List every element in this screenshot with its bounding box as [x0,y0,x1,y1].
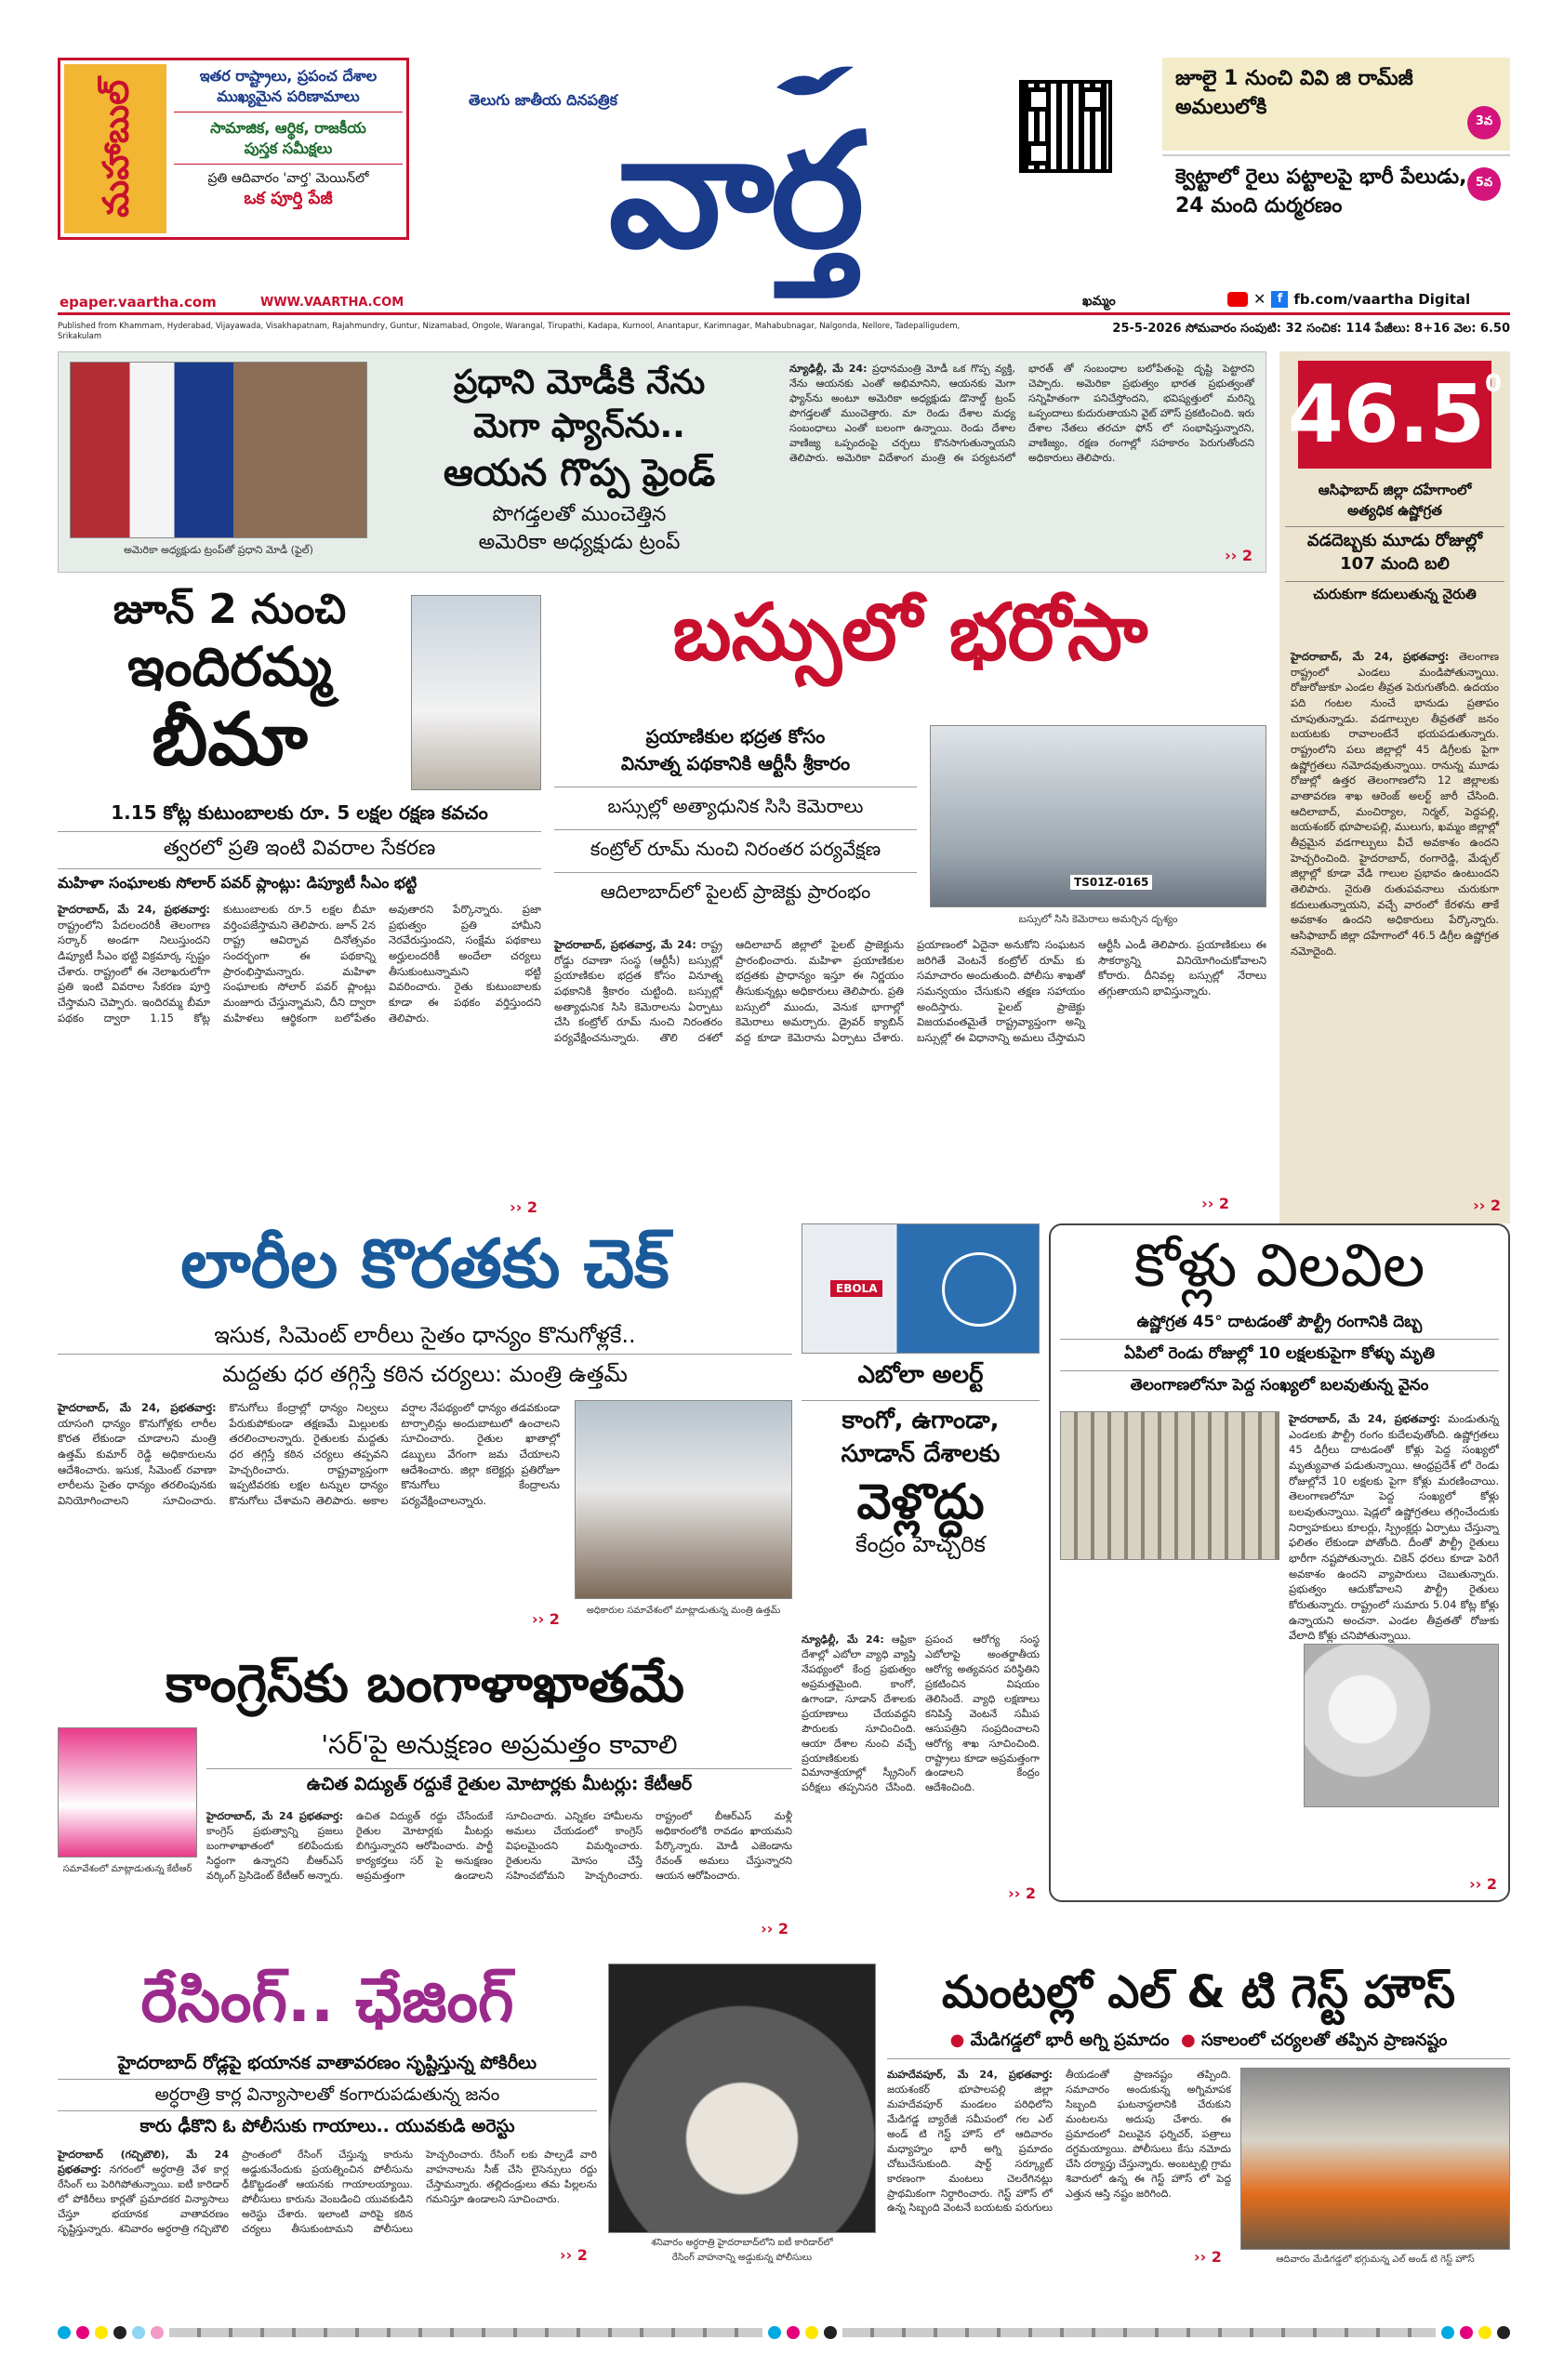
heat-headline-4: 107 మంది బలి [1340,554,1450,574]
story-poultry[interactable] [1049,1223,1510,1902]
poultry-headline: కోళ్లు విలవిల [1133,1232,1425,1301]
lorry-sub-2: మద్దతు ధర తగ్గిస్తే కఠిన చర్యలు: మంత్రి ఉత్తమ్ [222,1361,628,1387]
poultry-dateline: హైదరాబాద్, మే 24, ప్రభతవార్త: [1289,1412,1440,1425]
who-logo-icon [942,1252,1016,1327]
promo-line: ప్రతి ఆదివారం 'వార్త' మెయిన్‌లో [207,171,369,187]
fire-guesthouse-photo [1240,2068,1510,2250]
bus-sub-4: కంట్రోల్ రూమ్ నుంచి నిరంతర పర్యవేక్షణ [590,838,881,860]
ebola-headline-1: ఎబోలా అలర్ట్ [857,1361,984,1389]
story-racing[interactable] [58,1964,876,2270]
ebola-body [802,1633,1040,1889]
story-lorry[interactable] [58,1223,792,1633]
bima-subhead-1: 1.15 కోట్ల కుటుంబాలకు రూ. 5 లక్షల రక్షణ కవచం [111,801,488,824]
masthead [0,0,1564,353]
promo-box[interactable] [58,58,409,240]
lorry-headline: లారీల కొరతకు చెక్ [180,1224,669,1302]
heat-headline-1: ఆసిఫాబాద్ జిల్లా దహేగాంలో [1318,482,1472,498]
lorry-body-text: యాసంగి ధాన్యం కొనుగోళ్లకు లారీల కొరత లేకుండా చూడాలని మంత్రి ఉత్తమ్ కుమార్ రెడ్డి అధికారులను ఆదేశించారు. ఇసుక, సిమెంట్ రవాణా లారీలను సైతం ధాన్యం తరలింపునకు వినియోగించాలని సూచించారు. కొనుగోలు కేంద్రాల్లో ధాన్యం నిల్వలు పేరుకుపోకుండా తక్షణమే మిల్లులకు తరలించాలన్నారు. రైతులకు మద్దతు ధర తగ్గిస్తే కఠిన చర్యలు తప్పవని హెచ్చరించారు. రాష్ట్రవ్యాప్తంగా ఇప్పటివరకు లక్షల టన్నుల ధాన్యం కొనుగోలు చేశామని తెలిపారు. అకాల వర్షాల నేపథ్యంలో ధాన్యం తడవకుండా టార్పాలిన్లు అందుబాటులో ఉంచాలని సూచించారు. రైతుల ఖాతాల్లో డబ్బులు వేగంగా జమ చేయాలని ఆదేశించారు. జిల్లా కలెక్టర్లు ప్రతిరోజూ కొనుగోలు కేంద్రాలను పర్యవేక్షించాలన్నారు. [58,1401,560,1508]
ebola-headline-5: కేంద్రం హెచ్చరిక [855,1531,986,1558]
continued-arrow[interactable]: ›› 2 [1194,2248,1222,2266]
website-link[interactable]: WWW.VAARTHA.COM [260,296,404,310]
bus-body-text: రాష్ట్ర రోడ్డు రవాణా సంస్థ (ఆర్టీసీ) బస్సుల్లో ప్రయాణికుల భద్రత కోసం వినూత్న పథకానికి శ్రీకారం చుట్టింది. బస్సుల్లో అత్యాధునిక సిసి కెమెరాలను ఏర్పాటు చేసి కంట్రోల్ రూమ్ నుంచి నిరంతరం పర్యవేక్షించనున్నారు. తొలి దశలో ఆదిలాబాద్ జిల్లాలో పైలట్ ప్రాజెక్టును ప్రారంభించారు. మహిళా ప్రయాణికుల భద్రతకు ప్రాధాన్యం ఇస్తూ ఈ నిర్ణయం తీసుకున్నట్లు అధికారులు తెలిపారు. ప్రతి బస్సులో ముందు, వెనుక భాగాల్లో కెమెరాలు అమర్చారు. డ్రైవర్ క్యాబిన్ వద్ద కూడా కెమెరాను ఏర్పాటు చేశారు. ప్రయాణంలో ఏదైనా అనుకోని సంఘటన జరిగితే వెంటనే కంట్రోల్ రూమ్ కు సమాచారం అందుతుంది. పోలీసు శాఖతో సమన్వయం చేసుకుని తక్షణ సహాయం అందిస్తారు. పైలట్ ప్రాజెక్టు విజయవంతమైతే రాష్ట్రవ్యాప్తంగా అన్ని బస్సుల్లో ఈ విధానాన్ని అమలు చేస్తామని ఆర్టీసీ ఎండీ తెలిపారు. ప్రయాణికులు ఈ సౌకర్యాన్ని వినియోగించుకోవాలని కోరారు. దీనివల్ల బస్సుల్లో నేరాలు తగ్గుతాయని భావిస్తున్నారు. [554,938,1266,1045]
bima-subhead-3: మహిళా సంఘాలకు సోలార్ పవర్ ప్లాంట్లు: డిప్యూటీ సీఎం భట్టి [58,874,418,892]
racing-sub-2: అర్ధరాత్రి కార్ల విన్యాసాలతో కంగారుపడుతున్న జనం [154,2084,500,2105]
poultry-sub-1: ఉష్ణోగ్రత 45° దాటడంతో పౌల్ట్రీ రంగానికి దెబ్బ [1136,1313,1423,1331]
poultry-body-top [1289,1411,1500,1643]
trump-dateline: న్యూఢిల్లీ, మే 24: [789,363,868,375]
story-fire[interactable] [887,1964,1510,2270]
trump-headline-1: ప్రధాని మోడీకి నేను [453,364,706,402]
bus-sub-2: వినూత్న పథకానికి ఆర్టీసీ శ్రీకారం [620,752,851,774]
racing-car-photo [608,1964,876,2233]
continued-arrow[interactable]: ›› 2 [1201,1195,1229,1212]
story-bima[interactable] [58,586,541,1218]
trump-body-text: ప్రధానమంత్రి మోడీ ఒక గొప్ప వ్యక్తి, నేను ఆయనకు ఎంతో అభిమానిని, ఆయనకు మెగా ఫ్యాన్‌ను అంటూ అమెరికా అధ్యక్షుడు డొనాల్డ్ ట్రంప్ పొగడ్తలతో ముంచెత్తారు. మా రెండు దేశాల మధ్య సంబంధాలు ఎంతో బలంగా ఉన్నాయి. రెండు దేశాల వాణిజ్య ఒప్పందంపై చర్చలు కొనసాగుతున్నాయని తెలిపారు. అమెరికా విదేశాంగ మంత్రి ఈ పర్యటనలో భారత్ తో సంబంధాల బలోపేతంపై దృష్టి పెట్టారని చెప్పారు. అమెరికా ప్రభుత్వం భారత ప్రభుత్వంతో సన్నిహితంగా పనిచేస్తోందని, భవిష్యత్తులో మరిన్ని ఒప్పందాలు కుదురుతాయని వైట్ హౌస్ ప్రకటించింది. ఇరు దేశాల నేతలు తరచూ ఫోన్ లో సంభాషిస్తున్నారని, వాణిజ్యం, రక్షణ రంగాల్లో సహకారం పెరుగుతోందని అధికారులు తెలిపారు. [789,363,1254,464]
heat-headline-3: వడదెబ్బకు మూడు రోజుల్లో [1306,531,1483,550]
bus-dateline: హైదరాబాద్, ప్రభతవార్త, మే 24: [554,938,696,951]
story-ebola[interactable] [802,1223,1040,1902]
heat-body [1291,649,1499,1197]
bus-sub-5: ఆదిలాబాద్‌లో పైలట్ ప్రాజెక్టు ప్రారంభం [600,880,871,903]
continued-arrow[interactable]: ›› 2 [560,2246,588,2264]
trump-caption: అమెరికా అధ్యక్షుడు ట్రంప్‌తో ప్రధాని మోడీ (ఫైల్) [124,544,313,556]
promo-title: మహాబుల్ [94,79,137,218]
continued-arrow[interactable]: ›› 2 [761,1920,789,1937]
poultry-sub-2: ఏపిలో రెండు రోజుల్లో 10 లక్షలకుపైగా కోళ్ళు మృతి [1123,1344,1436,1363]
bima-body-text: రాష్ట్రంలోని పేదలందరికీ తెలంగాణ సర్కార్ అండగా నిలుస్తుందని డిప్యూటీ సీఎం భట్టి విక్రమార్క స్పష్టం చేశారు. రాష్ట్రంలో ఈ నెలాఖరులోగా ప్రతి ఇంటి వివరాల సేకరణ పూర్తి చేస్తామని చెప్పారు. ఇందిరమ్మ బీమా పథకం ద్వారా 1.15 కోట్ల కుటుంబాలకు రూ.5 లక్షల బీమా వర్తింపజేస్తామని తెలిపారు. జూన్ 2న రాష్ట్ర ఆవిర్భావ దినోత్సవం సందర్భంగా ఈ పథకాన్ని ప్రారంభిస్తామన్నారు. మహిళా సంఘాలకు సోలార్ పవర్ ప్లాంట్లు మంజూరు చేస్తున్నామని, దీని ద్వారా మహిళలు ఆర్థికంగా బలోపేతం అవుతారని పేర్కొన్నారు. ప్రజా ప్రభుత్వం ప్రతి హామీని నెరవేరుస్తుందని, సంక్షేమ పథకాలు అర్హులందరికీ అందేలా చర్యలు తీసుకుంటున్నామని భట్టి వివరించారు. రైతు కుటుంబాలకు కూడా ఈ పథకం వర్తిస్తుందని తెలిపారు. [58,903,541,1025]
fire-caption: ఆదివారం మేడిగడ్డలో భగ్గుమన్న ఎల్ అండ్ టి గెస్ట్ హౌస్ [1276,2254,1475,2265]
racing-sub-3: కారు ఢీకొని ఓ పోలీసుకు గాయాలు.. యువకుడి అరెస్టు [139,2116,515,2136]
uttam-photo [575,1400,792,1599]
bus-body [554,937,1266,1207]
edition-city: ఖమ్మం [1082,294,1116,309]
continued-arrow[interactable]: ›› 2 [510,1198,537,1216]
trump-subhead-2: అమెరికా అధ్యక్షుడు ట్రంప్ [478,530,681,554]
heat-body-text: తెలంగాణ రాష్ట్రంలో ఎండలు మండిపోతున్నాయి. రోజురోజుకూ ఎండల తీవ్రత పెరుగుతోంది. ఉదయం పది గంటల నుంచే భానుడు ప్రతాపం చూపుతున్నాడు. వడగాల్పుల తీవ్రతతో జనం బయటకు రావాలంటేనే భయపడుతున్నారు. రాష్ట్రంలోని పలు జిల్లాల్లో 45 డిగ్రీలకు పైగా ఉష్ణోగ్రతలు నమోదవుతున్నాయి. రానున్న మూడు రోజుల్లో ఉత్తర తెలంగాణలోని 12 జిల్లాలకు వాతావరణ శాఖ ఆరెంజ్ అలర్ట్ జారీ చేసింది. ఆదిలాబాద్, మంచిర్యాల, నిర్మల్, పెద్దపల్లి, జయశంకర్ భూపాలపల్లి, ములుగు, ఖమ్మం జిల్లాల్లో తీవ్రమైన వడగాల్పులు వీచే అవకాశం ఉందని హెచ్చరించింది. హైదరాబాద్, రంగారెడ్డి, మేడ్చల్ జిల్లాల్లో కూడా వేడి గాలుల ప్రభావం ఉంటుందని తెలిపారు. నైరుతి రుతుపవనాలు చురుకుగా కదులుతున్నాయని, వచ్చే వారంలో కేరళను తాకే అవకాశం ఉందని అధికారులు పేర్కొన్నారు. ఆసిఫాబాద్ జిల్లా దహేగాంలో 46.5 డిగ్రీల ఉష్ణోగ్రత నమోదైంది. [1291,650,1500,958]
racing-body-text: నగరంలో అర్ధరాత్రి వేళ కార్ల రేసింగ్ లు పెరిగిపోతున్నాయి. ఐటీ కారిడార్ లో పోకిరీలు కార్లతో ప్రమాదకర విన్యాసాలు చేస్తూ భయానక వాతావరణం సృష్టిస్తున్నారు. శనివారం అర్ధరాత్రి గచ్చిబౌలి ప్రాంతంలో రేసింగ్ చేస్తున్న కారును అడ్డుకునేందుకు ప్రయత్నించిన పోలీసును ఢీకొట్టడంతో ఆయనకు గాయాలయ్యాయి. పోలీసులు కారును వెంబడించి యువకుడిని అరెస్టు చేశారు. ఇలాంటి వారిపై కఠిన చర్యలు తీసుకుంటామని పోలీసులు హెచ్చరించారు. రేసింగ్ లకు పాల్పడే వారి వాహనాలను సీజ్ చేసి లైసెన్సులు రద్దు చేస్తామన్నారు. తల్లిదండ్రులు తమ పిల్లలను గమనిస్తూ ఉండాలని సూచించారు. [58,2149,597,2235]
dead-chickens-photo [1304,1644,1499,1807]
masthead-logo[interactable]: వార్త [608,98,861,284]
lorry-caption: అధికారుల సమావేశంలో మాట్లాడుతున్న మంత్రి ఉత్తమ్ [586,1606,781,1616]
story-bus[interactable] [554,586,1266,1218]
fire-headline: మంటల్లో ఎల్ & టి గెస్ట్ హౌస్ [941,1966,1456,2018]
poultry-body-text: మండుతున్న ఎండలకు పౌల్ట్రీ రంగం కుదేలవుతోంది. ఉష్ణోగ్రతలు 45 డిగ్రీలు దాటడంతో కోళ్లు పెద్ద సంఖ్యలో మృత్యువాత పడుతున్నాయి. ఆంధ్రప్రదేశ్ లో రెండు రోజుల్లోనే 10 లక్షలకు పైగా కోళ్లు మరణించాయి. తెలంగాణలోనూ పెద్ద సంఖ్యలో కోళ్లు బలవుతున్నాయి. షెడ్లలో ఉష్ణోగ్రతలు తగ్గించేందుకు నిర్వాహకులు కూలర్లు, స్ప్రింక్లర్లు ఏర్పాటు చేస్తున్నా ఫలితం లేకుండా పోతోంది. దీంతో పౌల్ట్రీ రైతులు భారీగా నష్టపోతున్నారు. చికెన్ ధరలు కూడా పెరిగే అవకాశం ఉందని వ్యాపారులు చెబుతున్నారు. ప్రభుత్వం ఆదుకోవాలని పౌల్ట్రీ రైతులు కోరుతున్నారు. రాష్ట్రంలో సుమారు 5.04 కోట్ల కోళ్లు ఉన్నాయని అంచనా. ఎండల తీవ్రతతో రోజుకు వేలాది కోళ్లు చనిపోతున్నాయి. [1289,1412,1500,1643]
trump-headline-3: ఆయన గొప్ప ఫ్రెండ్ [443,451,716,495]
promo-line: సామాజిక, ఆర్థిక, రాజకీయ [210,119,366,138]
congress-dateline: హైదరాబాద్, మే 24 ప్రభతవార్త: [206,1810,343,1822]
racing-dateline: హైదరాబాద్ (గచ్చిబౌలి), మే 24 ప్రభతవార్త: [58,2149,229,2175]
bus-sub-1: ప్రయాణికుల భద్రత కోసం [645,725,826,747]
story-trump[interactable] [58,351,1266,573]
congress-caption: సమావేశంలో మాట్లాడుతున్న కేటీఆర్ [62,1864,192,1874]
social-handle[interactable]: fb.com/vaartha Digital [1293,290,1471,308]
teaser-item[interactable] [1162,154,1510,240]
promo-line: పుస్తక సమీక్షలు [244,139,333,157]
epaper-link[interactable]: epaper.vaartha.com [60,294,217,311]
lorry-sub-1: ఇసుక, సిమెంట్ లారీలు సైతం ధాన్యం కొనుగోళ్లకే.. [214,1322,636,1348]
heat-headline-5: చురుకుగా కదులుతున్న నైరుతి [1313,586,1477,602]
color-registration-strip [58,2324,1510,2341]
racing-body [58,2148,597,2263]
congress-sub-2: ఉచిత విద్యుత్ రద్దుకే రైతుల మోటార్లకు మీటర్లు: కేటీఆర్ [306,1774,693,1794]
ebola-headline-2: కాంగో, ఉగాండా, [842,1407,1000,1435]
heat-headline-2: అత్యధిక ఉష్ణోగ్రత [1347,502,1442,519]
bima-headline-3: బీమా [152,698,308,783]
continued-arrow[interactable]: ›› 2 [532,1610,560,1628]
racing-sub-1: హైదరాబాద్ రోడ్లపై భయానక వాతావరణం సృష్టిస్తున్న పోకిరీలు [117,2053,537,2073]
bima-headline-1: జూన్ 2 నుంచి [113,586,347,633]
ebola-tag: EBOLA [830,1280,882,1297]
tagline: తెలుగు జాతీయ దినపత్రిక [469,91,617,109]
promo-line: ఇతర రాష్ట్రాలు, ప్రపంచ దేశాల [199,67,378,85]
congress-sub-1: 'సర్'పై అనుక్షణం అప్రమత్తం కావాలి [321,1729,678,1760]
bus-code: TS01Z-0165 [1070,875,1152,890]
racing-caption-1: శనివారం అర్ధరాత్రి హైదరాబాద్‌లోని ఐటీ కారిడార్‌లో [651,2238,833,2248]
ebola-headline-4: వెళ్లొద్దు [856,1474,985,1530]
page-badge: 3వ [1467,106,1501,139]
fire-dateline: మహదేవపూర్, మే 24, ప్రభతవార్త: [887,2069,1053,2081]
trump-modi-photo [70,362,367,538]
ktr-photo [58,1727,197,1858]
racing-headline: రేసింగ్.. ఛేజింగ్ [140,1964,514,2036]
story-congress[interactable] [58,1653,792,1941]
promo-line: ఒక పూర్తి పేజీ [244,189,333,209]
congress-body [206,1809,792,1928]
fire-sub-2: ● సకాలంలో చర్యలతో తప్పిన ప్రాణనష్టం [1181,2030,1447,2050]
social-icons[interactable] [1227,290,1470,308]
fire-sub-1: ● మేడిగడ్డలో భారీ అగ్ని ప్రమాదం [950,2030,1170,2050]
heat-dateline: హైదరాబాద్, మే 24, ప్రభతవార్త: [1291,650,1450,663]
temperature-badge [1287,361,1503,469]
teaser-box[interactable] [1162,58,1510,240]
trump-body [789,362,1254,561]
promo-lines [174,66,403,211]
published-from: Published from Khammam, Hyderabad, Vijayawada, Visakhapatnam, Rajahmundry, Guntur, Nizamabad, Ongole, Warangal, Tirupathi, Kadapa, Kurnool, Anantapur, Karimnagar, Mahabubnagar, Nalgonda, Nellore, Tadepalligudem, Srikakulam [58,322,961,342]
trump-subhead-1: పొగడ్తలతో ముంచెత్తిన [492,502,667,526]
temperature-value: 46.5 [1287,368,1486,461]
continued-arrow[interactable]: ›› 2 [1473,1197,1501,1214]
bus-caption: బస్సులో సిసి కెమెరాలు అమర్చిన దృశ్యం [1018,913,1178,925]
racing-caption-2: రేసింగ్ వాహనాన్ని అడ్డుకున్న పోలీసులు [671,2253,813,2263]
bus-sub-3: బస్సుల్లో అత్యాధునిక సిసి కెమెరాలు [607,795,864,817]
lorry-body [58,1400,560,1620]
youtube-icon[interactable] [1227,292,1248,307]
promo-line: ముఖ్యమైన పరిణామాలు [217,86,360,105]
continued-arrow[interactable]: ›› 2 [1225,547,1253,564]
teaser-text: జూలై 1 నుంచి వివి జి రామ్‌జీ అమలులోకి [1175,67,1413,119]
fire-body [887,2068,1231,2263]
continued-arrow[interactable]: ›› 2 [1469,1875,1497,1893]
ebola-photo [802,1223,1040,1354]
bima-subhead-2: త్వరలో ప్రతి ఇంటి వివరాల సేకరణ [163,837,436,860]
bus-headline: బస్సులో భరోసా [672,587,1148,678]
continued-arrow[interactable]: ›› 2 [1008,1884,1036,1902]
ebola-dateline: న్యూఢిల్లీ, మే 24: [802,1633,884,1646]
page-badge: 5వ [1467,167,1501,201]
bima-headline-2: ఇందిరమ్మ [127,634,332,698]
poultry-shed-photo [1060,1411,1279,1560]
qr-code-icon[interactable] [1019,80,1112,173]
promo-title-block [64,64,166,233]
bus-cctv-photo [930,725,1266,907]
lorry-dateline: హైదరాబాద్, మే 24, ప్రభతవార్త: [58,1401,217,1414]
ebola-body-text: ఆఫ్రికా దేశాల్లో ఎబోలా వ్యాధి వ్యాప్తి నేపథ్యంలో కేంద్ర ప్రభుత్వం అప్రమత్తమైంది. కాంగో, ఉగాండా, సూడాన్ దేశాలకు ప్రయాణాలు చేయవద్దని పౌరులకు సూచించింది. ఆయా దేశాల నుంచి వచ్చే ప్రయాణికులకు విమానాశ్రయాల్లో స్క్రీనింగ్ పరీక్షలు తప్పనిసరి చేసింది. ప్రపంచ ఆరోగ్య సంస్థ ఎబోలాపై అంతర్జాతీయ ఆరోగ్య అత్యవసర పరిస్థితిని ప్రకటించిన విషయం తెలిసిందే. వ్యాధి లక్షణాలు కనిపిస్తే వెంటనే సమీప ఆసుపత్రిని సంప్రదించాలని ఆరోగ్య శాఖ సూచించింది. రాష్ట్రాలు కూడా అప్రమత్తంగా ఉండాలని కేంద్రం ఆదేశించింది. [802,1633,1040,1794]
dateline: 25-5-2026 సోమవారం సంపుటి: 32 సంచిక: 114 పేజీలు: 8+16 వెల: 6.50 [1112,322,1510,336]
story-heatwave[interactable] [1279,351,1510,1223]
congress-body-text: కాంగ్రెస్ ప్రభుత్వాన్ని ప్రజలు బంగాళాఖాతంలో కలిపేందుకు సిద్ధంగా ఉన్నారని బీఆర్ఎస్ వర్కింగ్ ప్రెసిడెంట్ కేటీఆర్ అన్నారు. ఉచిత విద్యుత్ రద్దు చేసేందుకే రైతుల మోటార్లకు మీటర్లు బిగిస్తున్నారని ఆరోపించారు. పార్టీ కార్యకర్తలు సర్ పై అనుక్షణం అప్రమత్తంగా ఉండాలని సూచించారు. ఎన్నికల హామీలను అమలు చేయడంలో కాంగ్రెస్ విఫలమైందని విమర్శించారు. రైతులను మోసం చేస్తే సహించబోమని హెచ్చరించారు. రాష్ట్రంలో బీఆర్ఎస్ మళ్లీ అధికారంలోకి రావడం ఖాయమని పేర్కొన్నారు. మోడీ ఎజెండాను రేవంత్ అమలు చేస్తున్నారని ఆయన ఆరోపించారు. [206,1810,792,1882]
fire-body-text: జయశంకర్ భూపాలపల్లి జిల్లా మహదేవపూర్ మండలం పరిధిలోని మేడిగడ్డ బ్యారేజీ సమీపంలో గల ఎల్ అండ్ టి గెస్ట్ హౌస్ లో ఆదివారం మధ్యాహ్నం భారీ అగ్ని ప్రమాదం చోటుచేసుకుంది. షార్ట్ సర్క్యూట్ కారణంగా మంటలు చెలరేగినట్లు ప్రాథమికంగా నిర్ధారించారు. గెస్ట్ హౌస్ లో ఉన్న సిబ్బంది వెంటనే బయటకు పరుగులు తీయడంతో ప్రాణనష్టం తప్పింది. సమాచారం అందుకున్న అగ్నిమాపక సిబ్బంది ఘటనాస్థలానికి చేరుకుని మంటలను అదుపు చేశారు. ఈ ప్రమాదంలో విలువైన ఫర్నిచర్, పత్రాలు దగ్ధమయ్యాయి. పోలీసులు కేసు నమోదు చేసి దర్యాప్తు చేస్తున్నారు. అంబట్పల్లి గ్రామ శివారులో ఉన్న ఈ గెస్ట్ హౌస్ లో పెద్ద ఎత్తున ఆస్తి నష్టం జరిగింది. [887,2069,1231,2215]
ebola-headline-3: సూడాన్ దేశాలకు [841,1440,1001,1468]
bhatti-photo [411,595,541,790]
trump-headline-2: మెగా ఫ్యాన్‌ను.. [473,406,685,445]
poultry-sub-3: తెలంగాణలోనూ పెద్ద సంఖ్యలో బలవుతున్న వైనం [1130,1376,1429,1395]
degree-symbol: 0 [1485,370,1503,398]
bima-body [58,902,541,1196]
x-icon[interactable]: ✕ [1253,290,1266,308]
teaser-item[interactable] [1162,58,1510,151]
bima-dateline: హైదరాబాద్, మే 24, ప్రభతవార్త: [58,903,210,916]
facebook-icon[interactable]: f [1271,291,1288,308]
congress-headline: కాంగ్రెస్‌కు బంగాళాఖాతమే [166,1654,684,1714]
teaser-text: క్వెట్టాలో రైలు పట్టాలపై భారీ పేలుడు, 24 మంది దుర్మరణం [1175,165,1467,218]
